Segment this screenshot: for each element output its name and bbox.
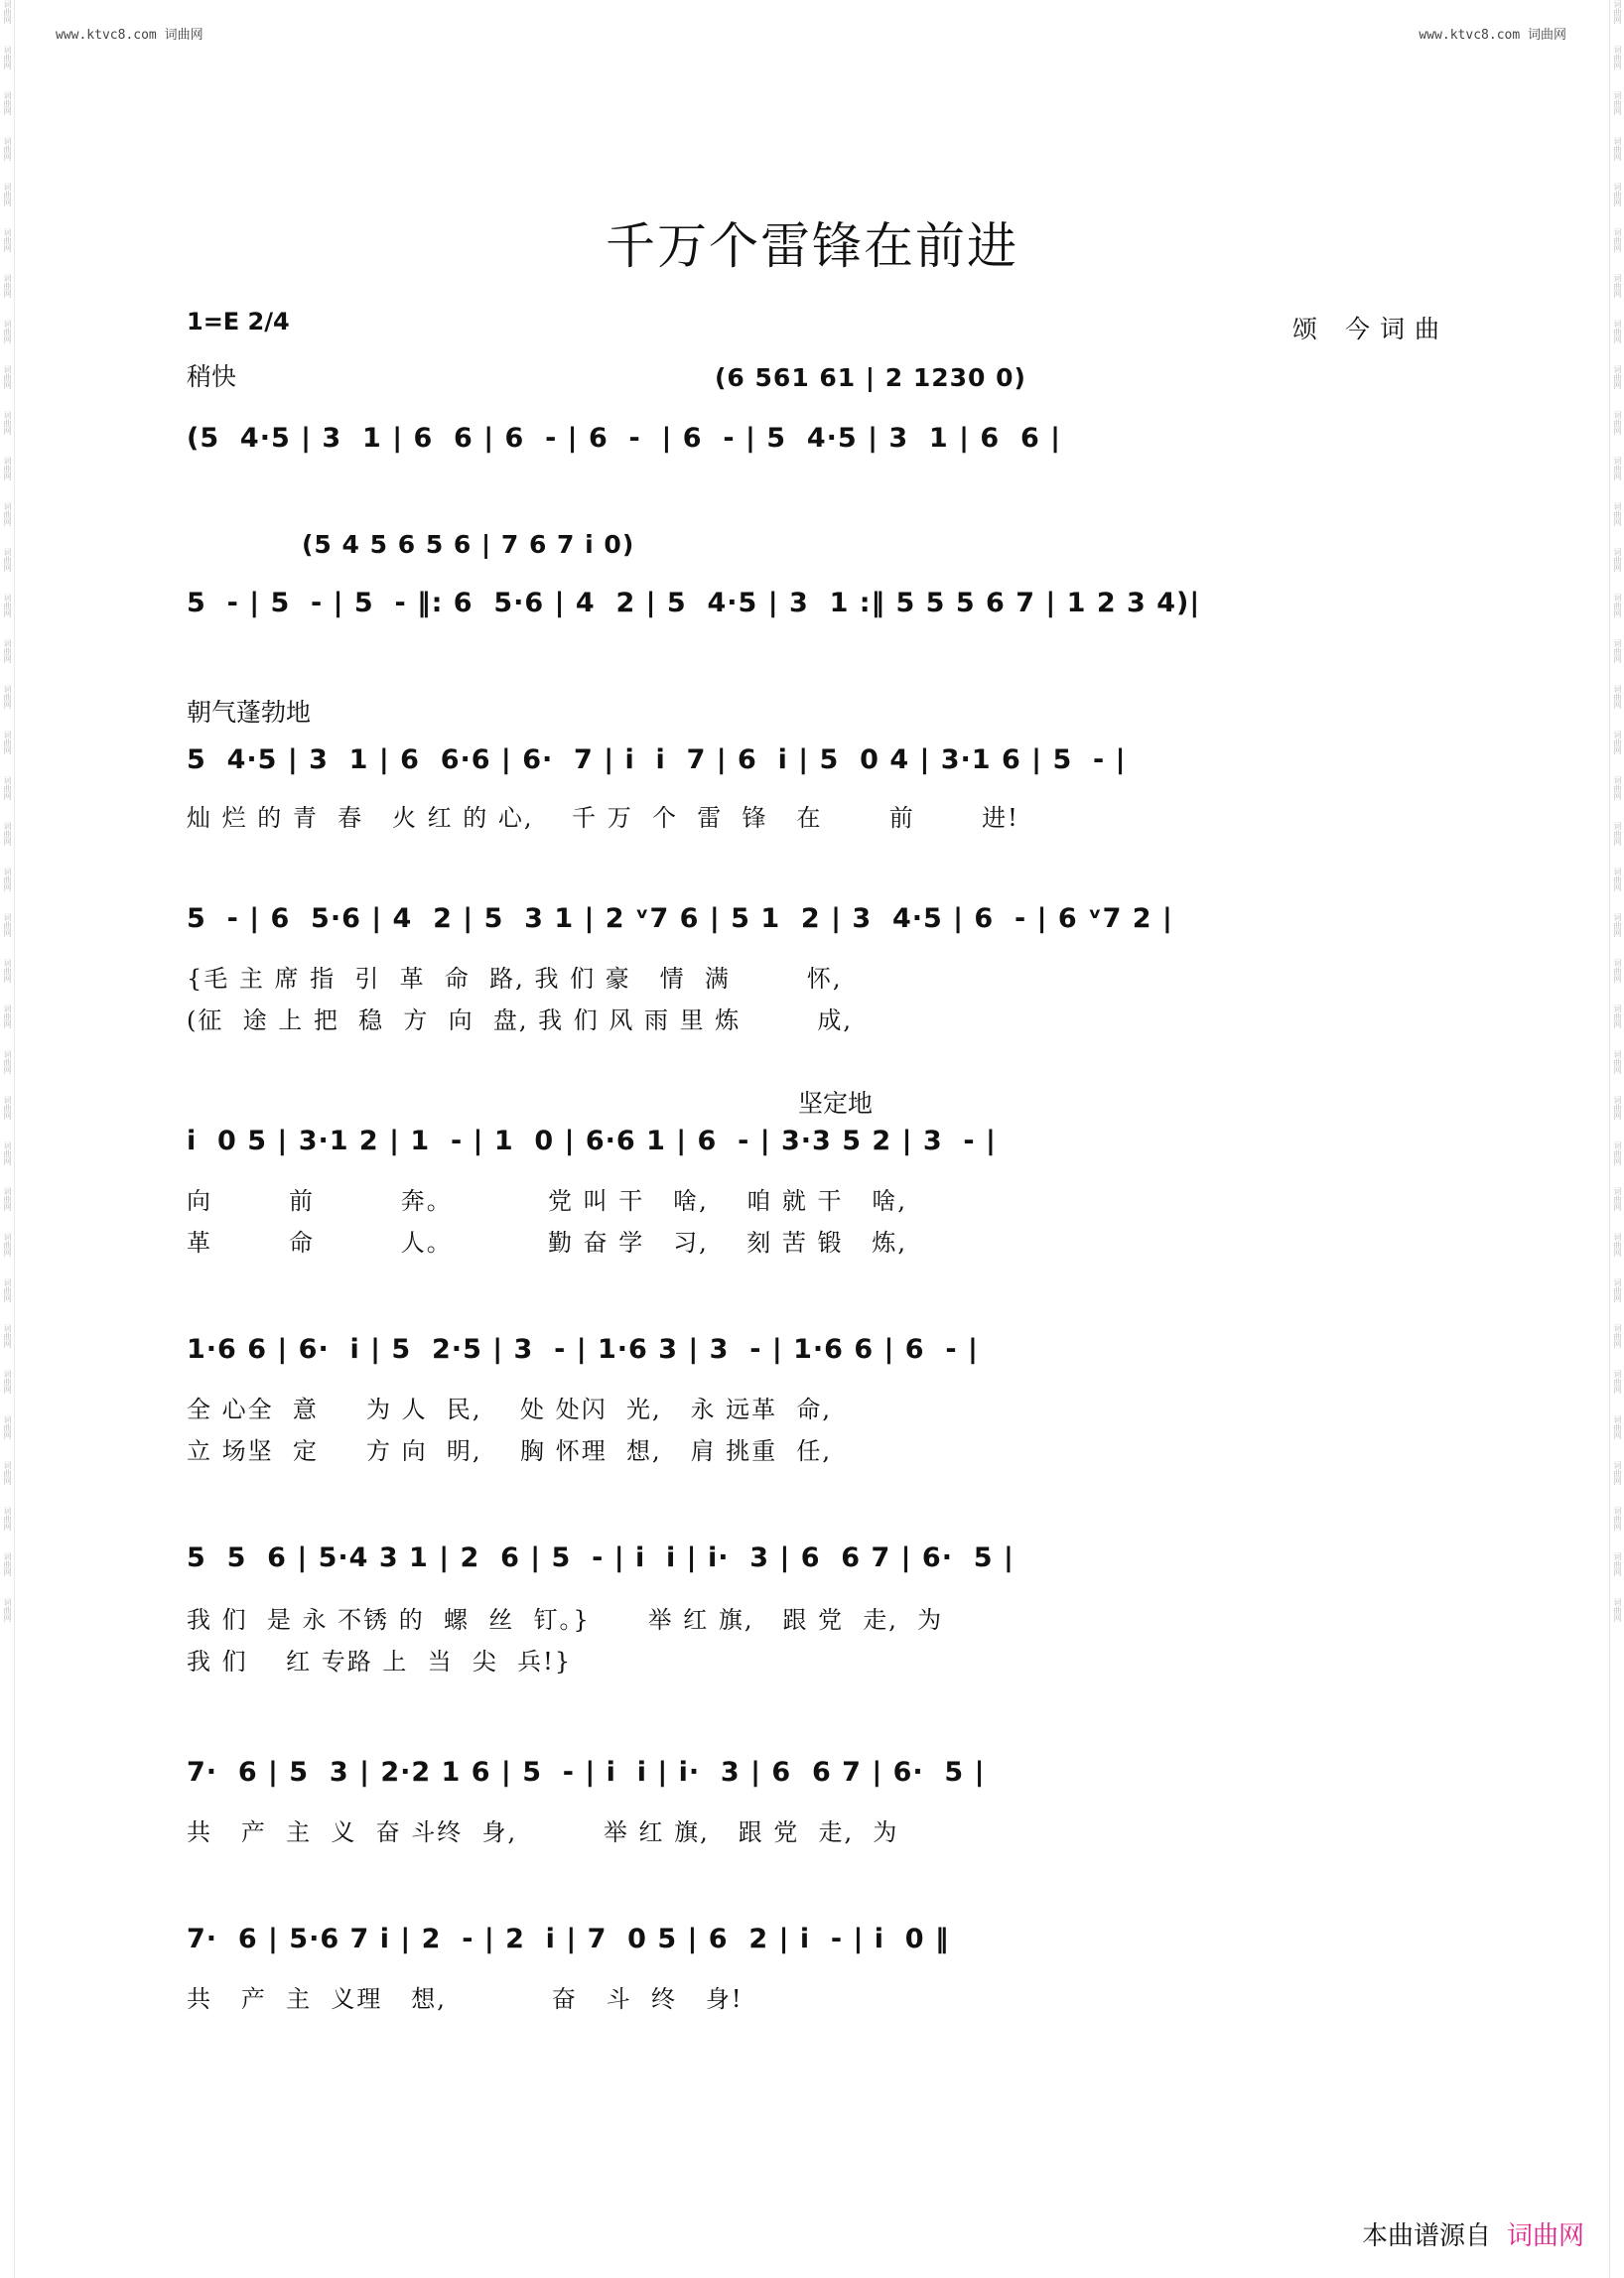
watermark-glyph: 词曲网 [1613,594,1622,617]
watermark-glyph: 词曲网 [3,913,12,937]
lyrics-line-8a: 共 产 主 义 奋 斗终 身, 举 红 旗, 跟 党 走, 为 [187,1818,899,1846]
watermark-glyph: 词曲网 [3,1507,12,1531]
lyrics-line-4b: (征 途 上 把 稳 方 向 盘, 我 们 风 雨 里 炼 成, [187,1006,853,1034]
watermark-glyph: 词曲网 [3,91,12,115]
watermark-glyph: 词曲网 [3,1324,12,1348]
notation-line-8: 7· 6 | 5 3 | 2·2 1 6 | 5 - | i i | i· 3 | 6 6 7 | 6· 5 | [187,1757,986,1788]
watermark-glyph: 词曲网 [3,1005,12,1028]
lyrics-line-5b: 革 命 人。 勤 奋 学 习, 刻 苦 锻 炼, [187,1229,908,1257]
watermark-glyph: 词曲网 [1613,1005,1622,1028]
lyrics-line-5a: 向 前 奔。 党 叫 干 啥, 咱 就 干 啥, [187,1187,908,1215]
watermark-glyph: 词曲网 [1613,868,1622,891]
key-signature: 1=E 2/4 [187,308,290,335]
lyrics-line-6a: 全 心全 意 为 人 民, 处 处闪 光, 永 远革 命, [187,1396,832,1423]
right-watermark-strip [1609,0,1624,2278]
watermark-glyph: 词曲网 [3,1187,12,1211]
watermark-glyph: 词曲网 [1613,457,1622,480]
watermark-glyph: 词曲网 [3,1278,12,1302]
watermark-glyph: 词曲网 [3,411,12,435]
notation-line-2: 5 - | 5 - | 5 - ‖: 6 5·6 | 4 2 | 5 4·5 | 3 1 :‖ 5 5 5 6 7 | 1 2 3 4)| [187,588,1201,618]
watermark-glyph: 词曲网 [1613,1141,1622,1165]
watermark-glyph: 词曲网 [3,1415,12,1439]
watermark-glyph: 词曲网 [1613,0,1622,24]
notation-line-9: 7· 6 | 5·6 7 i | 2 - | 2 i | 7 0 5 | 6 2 | i - | i 0 ‖ [187,1924,950,1954]
watermark-glyph: 词曲网 [1613,1461,1622,1485]
watermark-glyph: 词曲网 [3,1461,12,1485]
watermark-glyph: 词曲网 [1613,411,1622,435]
watermark-glyph: 词曲网 [3,959,12,983]
watermark-glyph: 词曲网 [1613,1050,1622,1074]
notation-line-1: (5 4·5 | 3 1 | 6 6 | 6 - | 6 - | 6 - | 5 4·5 | 3 1 | 6 6 | [187,423,1061,454]
watermark-glyph: 词曲网 [3,320,12,343]
intro-bracket-2: (5 4 5 6 5 6 | 7 6 7 i 0) [302,530,635,559]
watermark-glyph: 词曲网 [3,776,12,800]
watermark-glyph: 词曲网 [1613,1507,1622,1531]
notation-line-5: i 0 5 | 3·1 2 | 1 - | 1 0 | 6·6 1 | 6 - | 3·3 5 2 | 3 - | [187,1126,997,1156]
watermark-glyph: 词曲网 [3,1598,12,1622]
watermark-glyph: 词曲网 [1613,320,1622,343]
notation-line-4: 5 - | 6 5·6 | 4 2 | 5 3 1 | 2 ᵛ7 6 | 5 1 2 | 3 4·5 | 6 - | 6 ᵛ7 2 | [187,903,1173,934]
watermark-glyph: 词曲网 [1613,1552,1622,1576]
notation-line-7: 5 5 6 | 5·4 3 1 | 2 6 | 5 - | i i | i· 3 | 6 6 7 | 6· 5 | [187,1542,1015,1573]
watermark-glyph: 词曲网 [3,137,12,161]
lyrics-line-6b: 立 场坚 定 方 向 明, 胸 怀理 想, 肩 挑重 任, [187,1437,832,1465]
watermark-glyph: 词曲网 [1613,365,1622,389]
watermark-glyph: 词曲网 [3,1370,12,1394]
watermark-glyph: 词曲网 [3,1096,12,1120]
expression-mark-2: 坚定地 [798,1089,874,1118]
song-title: 千万个雷锋在前进 [606,217,1018,275]
watermark-glyph: 词曲网 [1613,1233,1622,1257]
intro-bracket-1: (6 561 61 | 2 1230 0) [715,363,1026,392]
watermark-glyph: 词曲网 [3,183,12,206]
watermark-glyph: 词曲网 [1613,822,1622,846]
watermark-glyph: 词曲网 [1613,228,1622,252]
watermark-glyph: 词曲网 [1613,548,1622,572]
watermark-glyph: 词曲网 [3,822,12,846]
watermark-glyph: 词曲网 [1613,1324,1622,1348]
watermark-glyph: 词曲网 [3,365,12,389]
watermark-glyph: 词曲网 [1613,274,1622,298]
footer-brand-link[interactable]: 词曲网 [1506,2221,1584,2251]
watermark-glyph: 词曲网 [1613,1598,1622,1622]
site-url-right: www.ktvc8.com 词曲网 [1419,28,1566,43]
watermark-glyph: 词曲网 [3,1050,12,1074]
watermark-glyph: 词曲网 [3,731,12,754]
lyrics-line-4a: {毛 主 席 指 引 革 命 路, 我 们 豪 情 满 怀, [187,965,843,993]
watermark-glyph: 词曲网 [1613,731,1622,754]
lyrics-line-9a: 共 产 主 义理 想, 奋 斗 终 身! [187,1985,744,2013]
watermark-glyph: 词曲网 [1613,639,1622,663]
watermark-glyph: 词曲网 [1613,46,1622,69]
tempo-mark: 稍快 [187,362,237,391]
watermark-glyph: 词曲网 [1613,502,1622,526]
footer-text: 本曲谱源自 [1361,2221,1491,2251]
watermark-glyph: 词曲网 [1613,913,1622,937]
watermark-glyph: 词曲网 [1613,1278,1622,1302]
watermark-glyph: 词曲网 [3,548,12,572]
watermark-glyph: 词曲网 [1613,183,1622,206]
watermark-glyph: 词曲网 [3,1552,12,1576]
watermark-glyph: 词曲网 [1613,1187,1622,1211]
watermark-glyph: 词曲网 [3,1233,12,1257]
expression-mark-1: 朝气蓬勃地 [187,698,312,727]
watermark-glyph: 词曲网 [3,0,12,24]
watermark-glyph: 词曲网 [1613,1415,1622,1439]
watermark-glyph: 词曲网 [1613,137,1622,161]
watermark-glyph: 词曲网 [1613,959,1622,983]
watermark-glyph: 词曲网 [3,594,12,617]
watermark-glyph: 词曲网 [3,639,12,663]
watermark-glyph: 词曲网 [1613,1370,1622,1394]
lyrics-line-7a: 我 们 是 永 不锈 的 螺 丝 钉。} 举 红 旗, 跟 党 走, 为 [187,1606,944,1634]
site-url-left: www.ktvc8.com 词曲网 [56,28,203,43]
footer-source [1362,2215,1584,2252]
watermark-glyph: 词曲网 [3,685,12,709]
watermark-glyph: 词曲网 [3,274,12,298]
watermark-glyph: 词曲网 [3,502,12,526]
author-credit: 颂 今词曲 [1292,315,1449,343]
watermark-glyph: 词曲网 [1613,91,1622,115]
watermark-glyph: 词曲网 [1613,1096,1622,1120]
notation-line-3: 5 4·5 | 3 1 | 6 6·6 | 6· 7 | i i 7 | 6 i | 5 0 4 | 3·1 6 | 5 - | [187,744,1127,775]
watermark-glyph: 词曲网 [3,46,12,69]
left-watermark-strip [0,0,15,2278]
watermark-glyph: 词曲网 [1613,776,1622,800]
watermark-glyph: 词曲网 [3,457,12,480]
lyrics-line-7b: 我 们 红 专路 上 当 尖 兵!} [187,1648,573,1675]
watermark-glyph: 词曲网 [3,228,12,252]
watermark-glyph: 词曲网 [3,1141,12,1165]
lyrics-line-3a: 灿 烂 的 青 春 火 红 的 心, 千 万 个 雷 锋 在 前 进! [187,804,1019,832]
watermark-glyph: 词曲网 [3,868,12,891]
notation-line-6: 1·6 6 | 6· i | 5 2·5 | 3 - | 1·6 3 | 3 - | 1·6 6 | 6 - | [187,1334,979,1365]
watermark-glyph: 词曲网 [1613,685,1622,709]
